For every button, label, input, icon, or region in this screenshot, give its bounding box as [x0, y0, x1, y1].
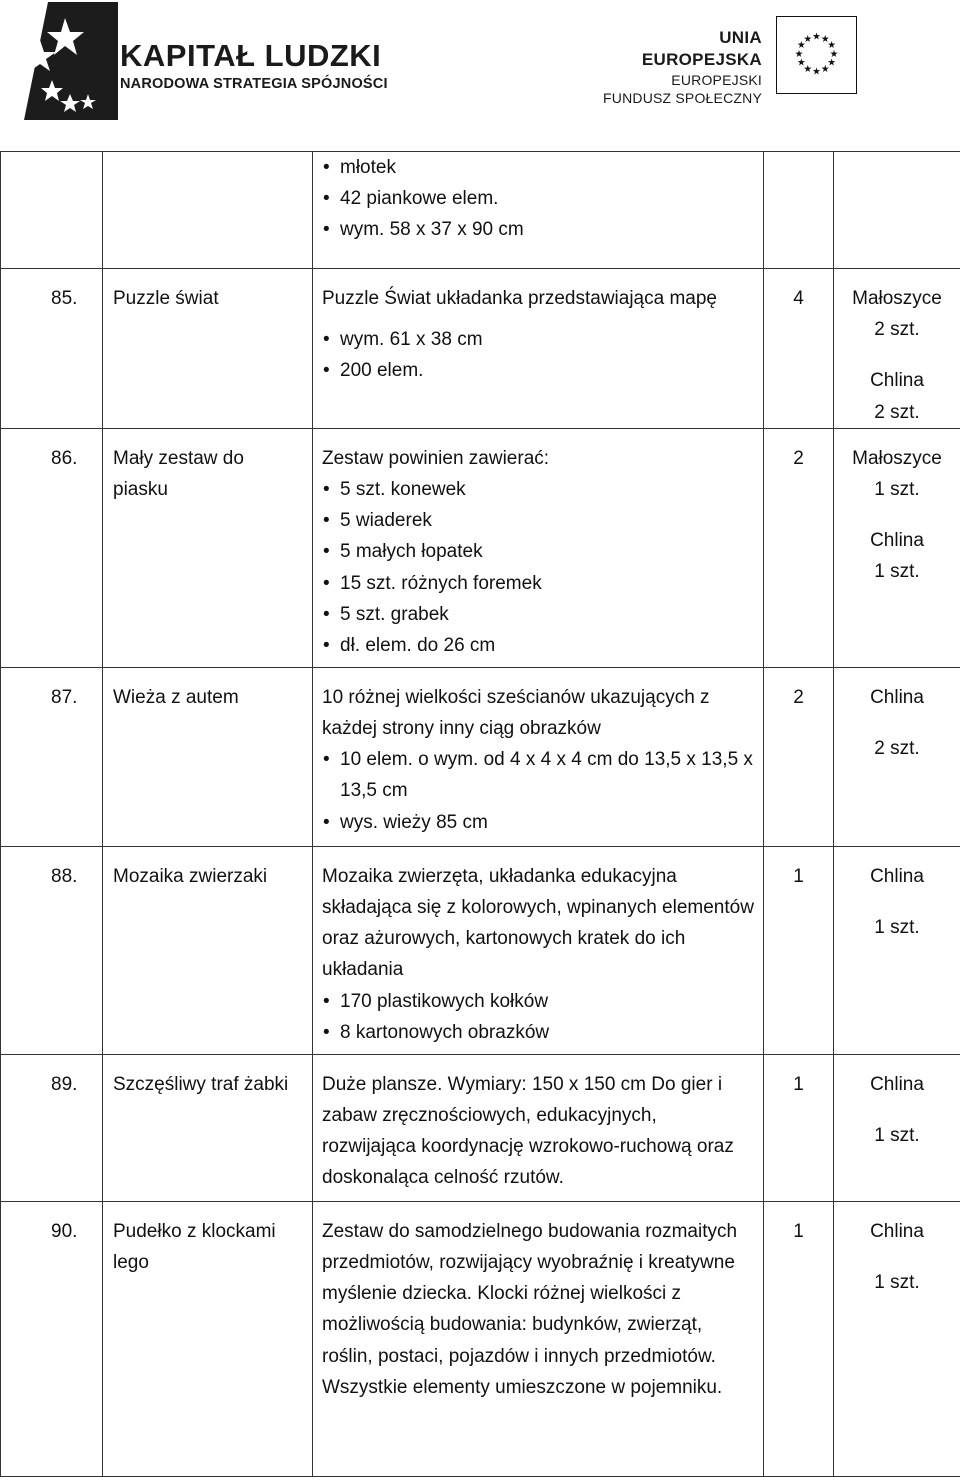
location-name: Małoszyce [852, 447, 942, 469]
feature-list-item: • 5 szt. konewek [322, 474, 755, 505]
quantity-cell: 2 [764, 667, 834, 846]
location-name: Chlina [870, 530, 924, 552]
location-name: Chlina [870, 1073, 924, 1095]
row-number-cell [1, 152, 103, 269]
feature-list-item: • wym. 61 x 38 cm [322, 324, 755, 355]
row-number-cell: 87. [1, 667, 103, 846]
feature-list-item: • wym. 58 x 37 x 90 cm [322, 214, 755, 245]
quantity-cell [764, 152, 834, 269]
eu-wordmark [600, 27, 762, 107]
spacer [834, 345, 960, 365]
location-count: 2 szt. [874, 319, 920, 341]
feature-list-item: • 5 szt. grabek [322, 599, 755, 630]
row-number-cell: 86. [1, 428, 103, 667]
location-cell [834, 1201, 960, 1476]
spacer [834, 713, 960, 733]
location-cell [834, 152, 960, 269]
item-name-cell [103, 152, 313, 269]
location-cell [834, 667, 960, 846]
eu-line-1: EUROPEJSKI [671, 72, 762, 88]
feature-list-item: • 8 kartonowych obrazków [322, 1017, 755, 1048]
location-name: Chlina [870, 686, 924, 708]
item-name-cell: Szczęśliwy traf żabki [103, 1054, 313, 1201]
items-table [0, 151, 960, 1477]
kapital-ludzki-wordmark [120, 40, 388, 93]
description-text: Mozaika zwierzęta, układanka edukacyjna składająca się z kolorowych, wpinanych elementów oraz ażurowych, kartonowych kratek do ich układania [322, 865, 754, 981]
spacer [834, 505, 960, 525]
location-cell [834, 1054, 960, 1201]
svg-text:★: ★ [812, 31, 821, 43]
location-name: Małoszyce [852, 288, 942, 309]
description-text: Zestaw powinien zawierać: [322, 447, 550, 469]
svg-text:★: ★ [827, 40, 836, 52]
svg-text:★: ★ [797, 57, 806, 69]
location-name: Chlina [870, 865, 924, 887]
feature-list [322, 986, 755, 1048]
table-row [1, 428, 960, 667]
row-number-cell: 88. [1, 846, 103, 1054]
quantity-cell: 1 [764, 1054, 834, 1201]
quantity-cell: 4 [764, 269, 834, 429]
feature-list [322, 744, 755, 838]
feature-list-item: • 15 szt. różnych foremek [322, 568, 755, 599]
table-row [1, 1054, 960, 1201]
feature-list-item: • 42 piankowe elem. [322, 183, 755, 214]
row-number-cell: 90. [1, 1201, 103, 1476]
row-number-cell: 85. [1, 269, 103, 429]
description-cell [313, 428, 764, 667]
location-count: 2 szt. [874, 401, 920, 423]
svg-text:★: ★ [803, 64, 813, 76]
location-count: 1 szt. [874, 561, 920, 583]
table-row [1, 667, 960, 846]
eu-title: UNIA EUROPEJSKA [641, 28, 762, 69]
description-text: Zestaw do samodzielnego budowania rozmaitych przedmiotów, rozwijający wyobraźnię i kreatywne myślenie dziecka. Klocki różnej wielkości z możliwością budowania: budynków, zwierząt, roślin, postaci, pojazdów i innych przedmiotów. Wszystkie elementy umieszczone w pojemniku. [322, 1220, 738, 1398]
table-row [1, 846, 960, 1054]
quantity-cell: 2 [764, 428, 834, 667]
description-cell [313, 1201, 764, 1476]
location-count: 2 szt. [874, 738, 920, 760]
description-cell [313, 152, 764, 269]
description-cell [313, 667, 764, 846]
feature-list [322, 324, 755, 386]
feature-list-item: • 10 elem. o wym. od 4 x 4 x 4 cm do 13,5 x 13,5 x 13,5 cm [322, 744, 755, 806]
kapital-ludzki-logo-icon [18, 2, 118, 120]
item-name-cell: Mozaika zwierzaki [103, 846, 313, 1054]
location-count: 1 szt. [874, 917, 920, 939]
svg-text:★: ★ [803, 33, 813, 45]
spacer [834, 1100, 960, 1120]
feature-list-item: • wys. wieży 85 cm [322, 807, 755, 838]
svg-text:★: ★ [812, 66, 821, 78]
quantity-cell: 1 [764, 1201, 834, 1476]
svg-text:★: ★ [827, 57, 836, 69]
feature-list-item: • młotek [322, 152, 755, 183]
feature-list [322, 474, 755, 661]
item-name-cell: Puzzle świat [103, 269, 313, 429]
table-row [1, 152, 960, 269]
svg-text:★: ★ [797, 40, 806, 52]
row-number-cell: 89. [1, 1054, 103, 1201]
feature-list-item: • 170 plastikowych kołków [322, 986, 755, 1017]
location-count: 1 szt. [874, 1272, 920, 1294]
eu-line-2: FUNDUSZ SPOŁECZNY [603, 90, 762, 106]
feature-list-item: • 5 małych łopatek [322, 536, 755, 567]
item-name-cell: Mały zestaw do piasku [103, 428, 313, 667]
description-text: Puzzle Świat układanka przedstawiająca mapę [322, 288, 717, 309]
description-cell [313, 269, 764, 429]
items-table-body [1, 152, 960, 1477]
eu-flag-icon [776, 16, 857, 94]
table-row [1, 269, 960, 429]
location-count: 1 szt. [874, 479, 920, 501]
description-text: 10 różnej wielkości sześcianów ukazujących z każdej strony inny ciąg obrazków [322, 686, 710, 740]
svg-text:★: ★ [794, 48, 804, 60]
quantity-cell: 1 [764, 846, 834, 1054]
logo-title: KAPITAŁ LUDZKI [120, 38, 382, 73]
spacer [834, 892, 960, 912]
feature-list-item: • 5 wiaderek [322, 505, 755, 536]
location-cell [834, 269, 960, 429]
description-cell [313, 846, 764, 1054]
logo-subtitle: NARODOWA STRATEGIA SPÓJNOŚCI [120, 76, 388, 92]
location-name: Chlina [870, 370, 924, 392]
table-row [1, 1201, 960, 1476]
description-cell [313, 1054, 764, 1201]
description-text: Duże plansze. Wymiary: 150 x 150 cm Do gier i zabaw zręcznościowych, edukacyjnych, rozwijająca koordynację wzrokowo-ruchową oraz doskonaląca celność rzutów. [322, 1073, 734, 1189]
item-name-cell: Pudełko z klockami lego [103, 1201, 313, 1476]
feature-list-item: • dł. elem. do 26 cm [322, 630, 755, 661]
spacer [834, 1247, 960, 1267]
feature-list-item: • 200 elem. [322, 355, 755, 386]
spacer [322, 314, 755, 324]
location-cell [834, 428, 960, 667]
location-count: 1 szt. [874, 1125, 920, 1147]
location-name: Chlina [870, 1220, 924, 1242]
svg-text:★: ★ [820, 64, 830, 76]
item-name-cell: Wieża z autem [103, 667, 313, 846]
feature-list [322, 152, 755, 246]
svg-text:★: ★ [820, 33, 830, 45]
svg-text:★: ★ [829, 48, 839, 60]
location-cell [834, 846, 960, 1054]
